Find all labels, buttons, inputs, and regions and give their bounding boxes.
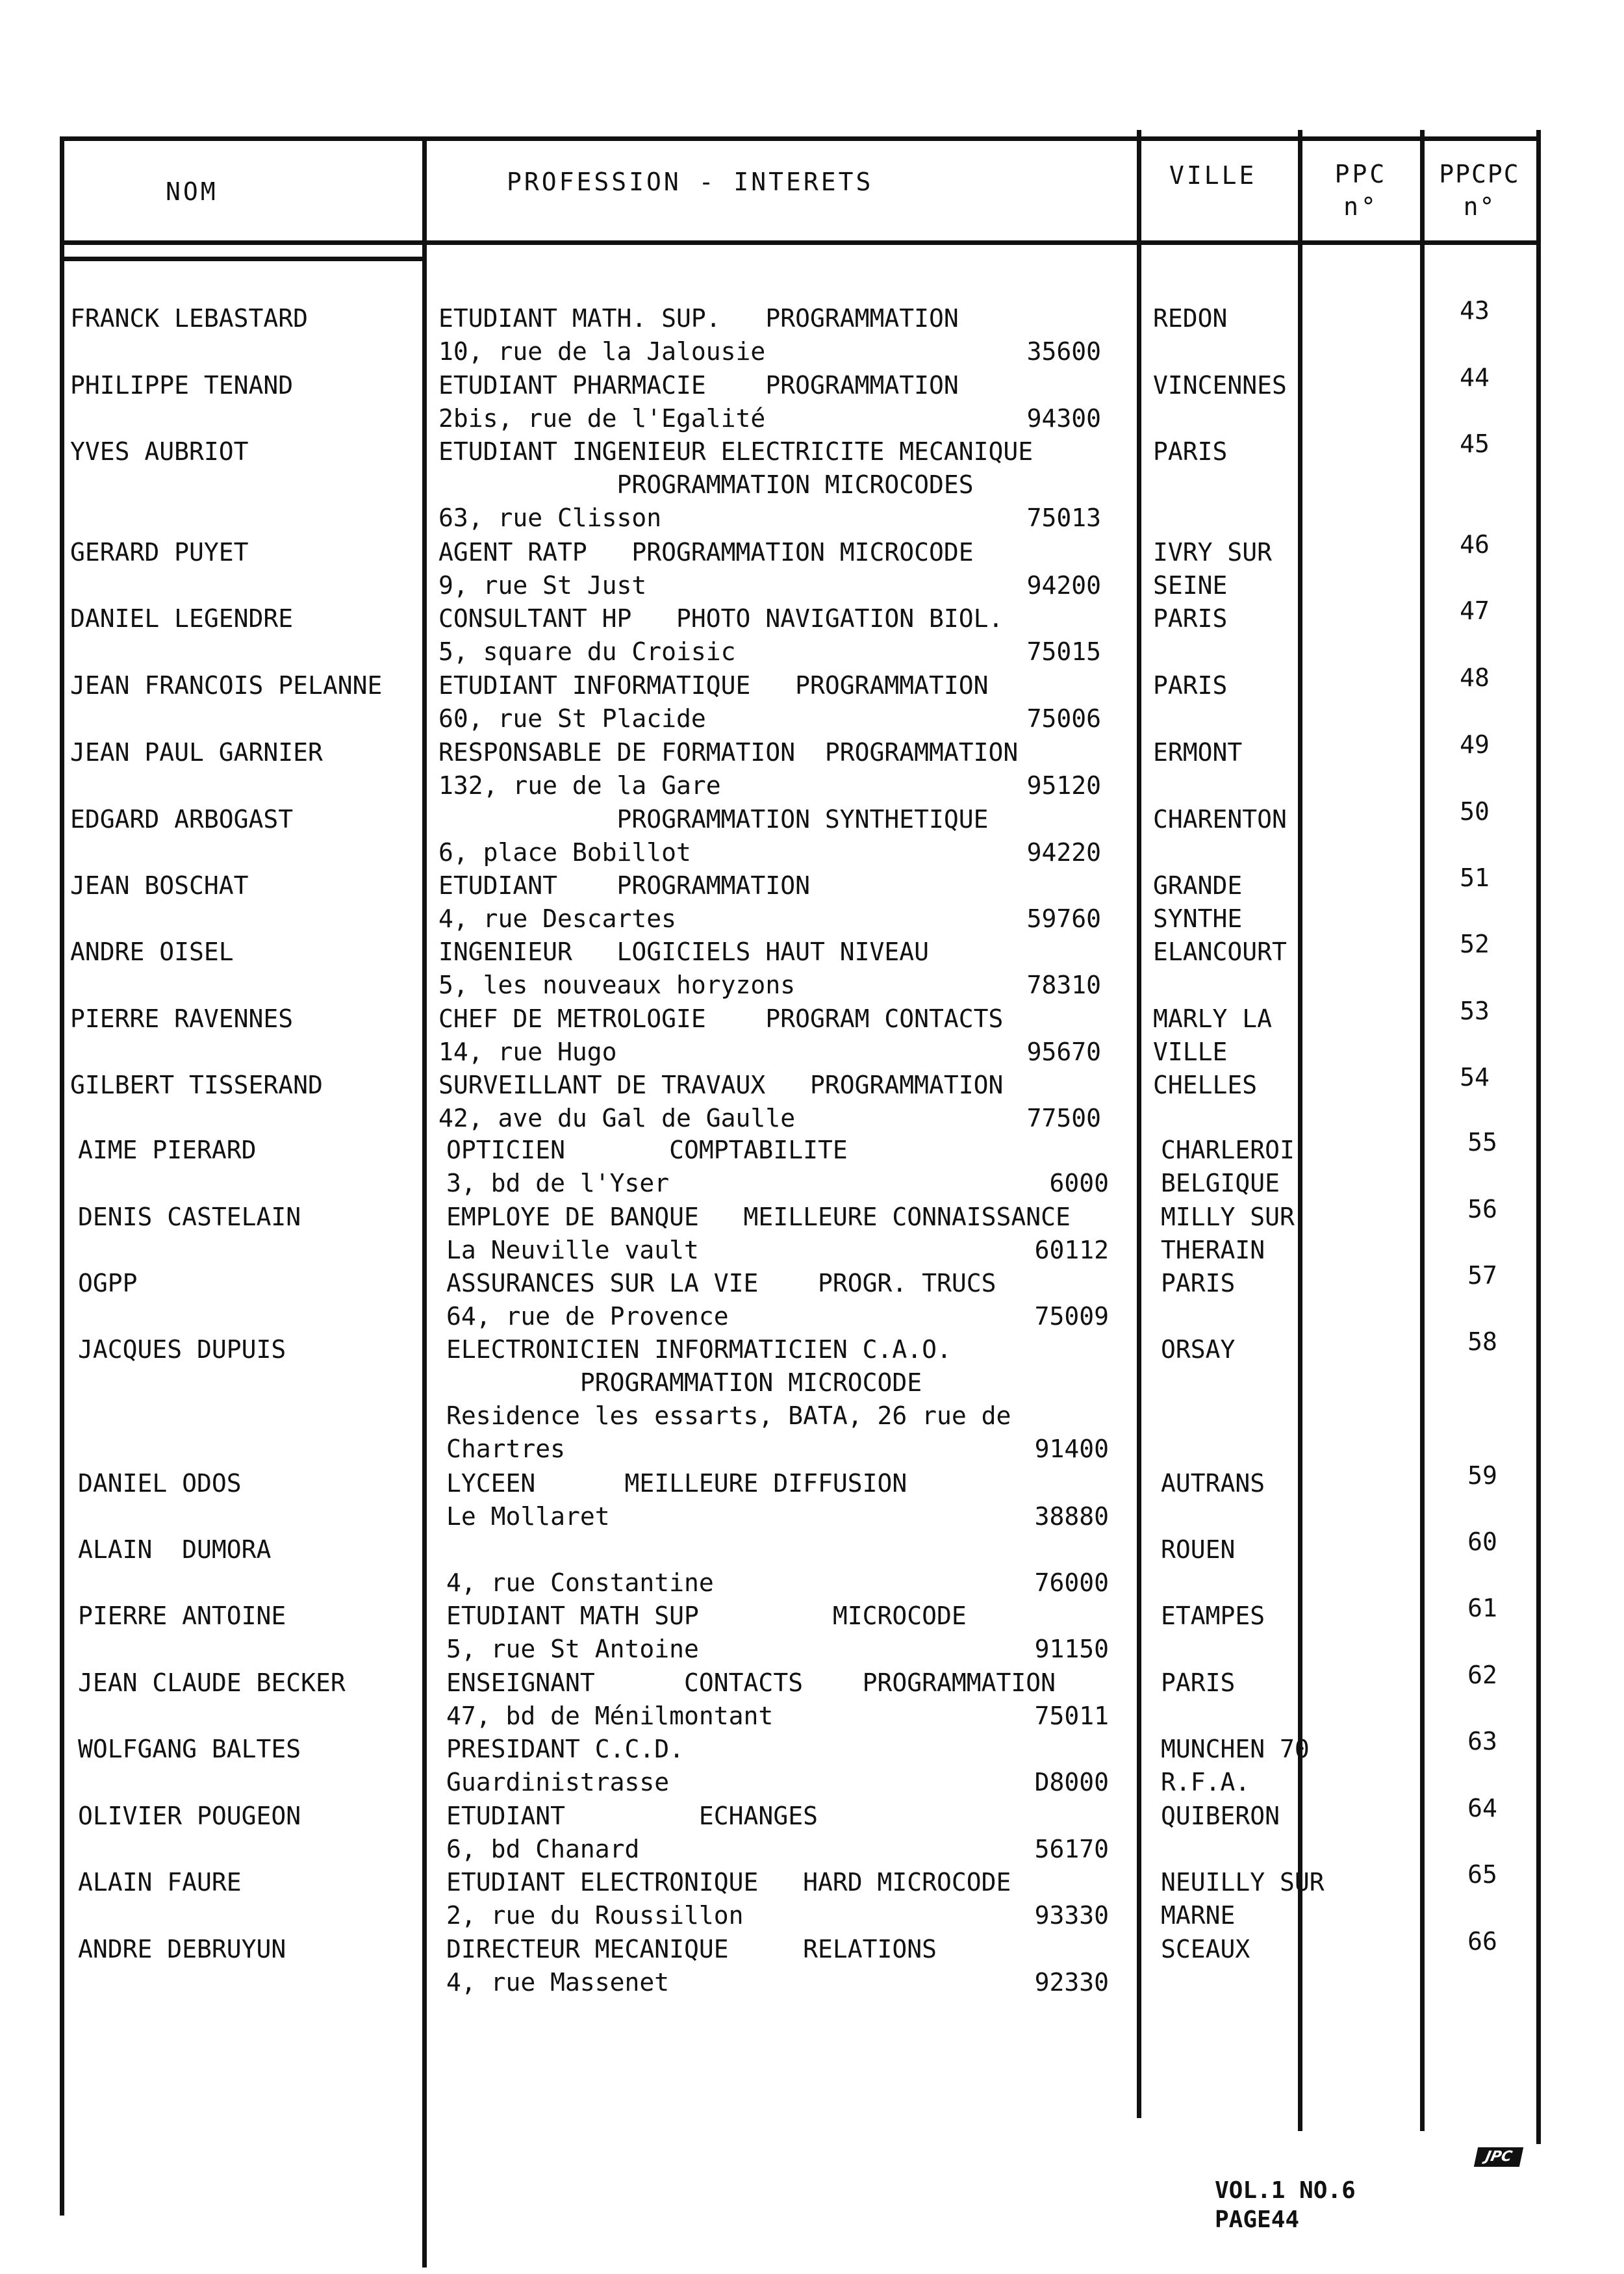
member-city xyxy=(1153,435,1315,468)
member-name: JEAN PAUL GARNIER xyxy=(70,738,323,767)
postal-code: 91150 xyxy=(1034,1635,1109,1663)
member-address xyxy=(446,1234,1135,1267)
ppcpc-number: 53 xyxy=(1460,997,1490,1025)
ppcpc-number: 52 xyxy=(1460,930,1490,958)
city-line: R.F.A. xyxy=(1161,1768,1250,1796)
member-address xyxy=(446,1766,1135,1799)
ppcpc-number: 65 xyxy=(1467,1860,1497,1889)
ppcpc-number: 43 xyxy=(1460,296,1490,325)
member-address xyxy=(446,1633,1135,1666)
profession-line: PROGRAMMATION MICROCODES xyxy=(438,470,974,499)
member-name: DANIEL LEGENDRE xyxy=(70,604,294,633)
city-line: NEUILLY SUR xyxy=(1161,1868,1325,1897)
member-profession xyxy=(446,1600,1135,1666)
ppcpc-number: 56 xyxy=(1467,1195,1497,1223)
ppcpc-number: 55 xyxy=(1467,1128,1497,1156)
header-bottom-border xyxy=(60,240,1541,245)
street-address: 14, rue Hugo xyxy=(438,1038,617,1066)
member-profession xyxy=(438,1069,1127,1135)
profession-line: CHEF DE METROLOGIE PROGRAM CONTACTS xyxy=(438,1004,1004,1033)
profession-line xyxy=(446,1533,1135,1566)
city-line: PARIS xyxy=(1161,1668,1236,1697)
member-profession xyxy=(446,1533,1135,1600)
member-name: PIERRE ANTOINE xyxy=(78,1602,286,1630)
member-profession xyxy=(446,1134,1135,1200)
city-line: ETAMPES xyxy=(1161,1602,1265,1630)
header-ppc-label: PPC xyxy=(1334,160,1388,188)
city-line: MUNCHEN 70 xyxy=(1161,1735,1310,1763)
city-line: IVRY SUR xyxy=(1153,538,1273,567)
member-profession xyxy=(438,1003,1127,1069)
city-line: QUIBERON xyxy=(1161,1802,1280,1830)
postal-code: 59760 xyxy=(1026,904,1101,933)
postal-code: 91400 xyxy=(1034,1435,1109,1463)
postal-code: 75013 xyxy=(1026,504,1101,532)
member-name: GILBERT TISSERAND xyxy=(70,1071,323,1099)
city-line: PARIS xyxy=(1153,437,1228,466)
member-profession xyxy=(446,1667,1135,1733)
member-city xyxy=(1153,602,1315,635)
member-profession xyxy=(438,803,1127,869)
city-line: ELANCOURT xyxy=(1153,938,1287,966)
member-address xyxy=(438,1102,1127,1135)
street-address: 6, bd Chanard xyxy=(446,1835,640,1863)
ppcpc-number: 63 xyxy=(1467,1727,1497,1756)
member-address xyxy=(438,335,1127,368)
profession-line: ETUDIANT INFORMATIQUE PROGRAMMATION xyxy=(438,671,989,700)
city-line: ROUEN xyxy=(1161,1535,1236,1564)
profession-line: ENSEIGNANT CONTACTS PROGRAMMATION xyxy=(446,1668,1056,1697)
member-address xyxy=(438,402,1127,435)
profession-line: ETUDIANT MATH. SUP. PROGRAMMATION xyxy=(438,304,959,333)
member-name: ALAIN DUMORA xyxy=(78,1535,272,1564)
header-ville: VILLE xyxy=(1169,161,1257,190)
member-profession xyxy=(446,1333,1135,1466)
member-city xyxy=(1161,1933,1323,1966)
member-address xyxy=(446,1433,1135,1466)
member-city xyxy=(1161,1467,1323,1500)
ppcpc-number: 45 xyxy=(1460,429,1490,458)
header-ppcpc xyxy=(1423,158,1536,223)
ppcpc-number: 54 xyxy=(1460,1063,1490,1092)
member-name: EDGARD ARBOGAST xyxy=(70,805,294,834)
member-city xyxy=(1161,1733,1323,1799)
city-line: THERAIN xyxy=(1161,1236,1265,1264)
header-nom: NOM xyxy=(166,177,218,206)
member-address xyxy=(438,769,1127,802)
street-address: Le Mollaret xyxy=(446,1502,610,1531)
profession-line: PROGRAMMATION MICROCODE xyxy=(446,1368,922,1397)
postal-code: 75015 xyxy=(1026,637,1101,666)
member-profession xyxy=(438,869,1127,936)
member-name: OLIVIER POUGEON xyxy=(78,1802,301,1830)
member-address xyxy=(438,902,1127,936)
street-address: 6, place Bobillot xyxy=(438,838,691,867)
street-address: 60, rue St Placide xyxy=(438,704,706,733)
city-line: SEINE xyxy=(1153,571,1228,600)
city-line: ERMONT xyxy=(1153,738,1243,767)
profession-line: DIRECTEUR MECANIQUE RELATIONS xyxy=(446,1935,937,1963)
street-address: 2bis, rue de l'Egalité xyxy=(438,404,766,433)
member-name: OGPP xyxy=(78,1269,138,1297)
member-city xyxy=(1153,736,1315,769)
member-address xyxy=(446,1966,1135,1999)
member-name: PIERRE RAVENNES xyxy=(70,1004,294,1033)
street-address: Guardinistrasse xyxy=(446,1768,670,1796)
member-address xyxy=(438,702,1127,735)
member-address xyxy=(446,1899,1135,1932)
street-address: 3, bd de l'Yser xyxy=(446,1169,670,1197)
postal-code: 94220 xyxy=(1026,838,1101,867)
member-city xyxy=(1161,1667,1323,1700)
ppcpc-number: 66 xyxy=(1467,1927,1497,1956)
member-city xyxy=(1161,1333,1323,1366)
header-ppc xyxy=(1302,158,1419,223)
member-name: DENIS CASTELAIN xyxy=(78,1203,301,1231)
member-city xyxy=(1161,1533,1323,1566)
member-profession xyxy=(446,1800,1135,1866)
header-ppc-number: n° xyxy=(1343,192,1378,221)
street-address: 9, rue St Just xyxy=(438,571,647,600)
street-address: 4, rue Massenet xyxy=(446,1968,670,1997)
member-name: GERARD PUYET xyxy=(70,538,249,567)
postal-code: 6000 xyxy=(1049,1169,1109,1197)
city-line: MARLY LA xyxy=(1153,1004,1273,1033)
member-city xyxy=(1153,369,1315,402)
ppcpc-number: 48 xyxy=(1460,663,1490,692)
street-address: 5, les nouveaux horyzons xyxy=(438,971,796,999)
member-city xyxy=(1161,1267,1323,1300)
member-city xyxy=(1153,302,1315,335)
member-name: PHILIPPE TENAND xyxy=(70,371,294,400)
member-name: JACQUES DUPUIS xyxy=(78,1335,286,1364)
street-address: 42, ave du Gal de Gaulle xyxy=(438,1104,796,1132)
profession-line: Residence les essarts, BATA, 26 rue de xyxy=(446,1401,1011,1430)
profession-line: ELECTRONICIEN INFORMATICIEN C.A.O. xyxy=(446,1335,952,1364)
postal-code: 95120 xyxy=(1026,771,1101,800)
city-line: SCEAUX xyxy=(1161,1935,1250,1963)
postal-code: 94200 xyxy=(1026,571,1101,600)
postal-code: 75006 xyxy=(1026,704,1101,733)
member-profession xyxy=(438,669,1127,735)
city-line: VINCENNES xyxy=(1153,371,1287,400)
postal-code: 92330 xyxy=(1034,1968,1109,1997)
ppcpc-number: 60 xyxy=(1467,1527,1497,1556)
member-city xyxy=(1153,669,1315,702)
member-address xyxy=(438,502,1127,535)
postal-code: 35600 xyxy=(1026,337,1101,366)
postal-code: 94300 xyxy=(1026,404,1101,433)
column-divider-ppc-ppcpc xyxy=(1420,130,1425,2131)
column-divider-left xyxy=(60,136,64,2216)
street-address: 2, rue du Roussillon xyxy=(446,1901,744,1930)
ppcpc-number: 59 xyxy=(1467,1461,1497,1490)
member-profession xyxy=(438,936,1127,1002)
member-name: WOLFGANG BALTES xyxy=(78,1735,301,1763)
profession-line: PRESIDANT C.C.D. xyxy=(446,1735,685,1763)
member-address xyxy=(446,1833,1135,1866)
member-profession xyxy=(438,369,1127,435)
profession-line: ETUDIANT PROGRAMMATION xyxy=(438,871,810,900)
city-line: VILLE xyxy=(1153,1038,1228,1066)
header-ppcpc-number: n° xyxy=(1463,192,1496,221)
profession-line: LYCEEN MEILLEURE DIFFUSION xyxy=(446,1469,907,1498)
ppcpc-number: 57 xyxy=(1467,1261,1497,1290)
street-address: 10, rue de la Jalousie xyxy=(438,337,766,366)
city-line: PARIS xyxy=(1153,671,1228,700)
profession-line: ETUDIANT ELECTRONIQUE HARD MICROCODE xyxy=(446,1868,1011,1897)
city-line: SYNTHE xyxy=(1153,904,1243,933)
profession-line: SURVEILLANT DE TRAVAUX PROGRAMMATION xyxy=(438,1071,1004,1099)
profession-line: ETUDIANT INGENIEUR ELECTRICITE MECANIQUE xyxy=(438,437,1034,466)
street-address: 5, square du Croisic xyxy=(438,637,736,666)
jpc-logo: JPC xyxy=(1474,2147,1523,2167)
ppcpc-number: 64 xyxy=(1467,1794,1497,1822)
street-address: 63, rue Clisson xyxy=(438,504,662,532)
postal-code: 75011 xyxy=(1034,1702,1109,1730)
member-city xyxy=(1153,1069,1315,1102)
city-line: MARNE xyxy=(1161,1901,1236,1930)
member-city xyxy=(1161,1201,1323,1267)
table-top-border xyxy=(60,136,1541,141)
postal-code: 76000 xyxy=(1034,1568,1109,1597)
member-name: ANDRE DEBRUYUN xyxy=(78,1935,286,1963)
page-number: PAGE44 xyxy=(1215,2206,1300,2233)
member-profession xyxy=(446,1267,1135,1333)
ppcpc-number: 49 xyxy=(1460,730,1490,759)
profession-line: INGENIEUR LOGICIELS HAUT NIVEAU xyxy=(438,938,929,966)
profession-line: ASSURANCES SUR LA VIE PROGR. TRUCS xyxy=(446,1269,996,1297)
postal-code: 93330 xyxy=(1034,1901,1109,1930)
member-profession xyxy=(446,1733,1135,1799)
postal-code: 95670 xyxy=(1026,1038,1101,1066)
postal-code: 78310 xyxy=(1026,971,1101,999)
street-address: 4, rue Constantine xyxy=(446,1568,714,1597)
member-name: ALAIN FAURE xyxy=(78,1868,242,1897)
street-address: 4, rue Descartes xyxy=(438,904,677,933)
profession-line: ETUDIANT MATH SUP MICROCODE xyxy=(446,1602,967,1630)
member-profession xyxy=(446,1201,1135,1267)
member-address xyxy=(438,635,1127,669)
member-city xyxy=(1161,1800,1323,1833)
city-line: CHARLEROI xyxy=(1161,1136,1295,1164)
member-profession xyxy=(446,1933,1135,1999)
member-city xyxy=(1161,1866,1323,1932)
member-address xyxy=(446,1300,1135,1333)
postal-code: 38880 xyxy=(1034,1502,1109,1531)
member-city xyxy=(1153,803,1315,836)
city-line: PARIS xyxy=(1161,1269,1236,1297)
member-name: YVES AUBRIOT xyxy=(70,437,249,466)
postal-code: 77500 xyxy=(1026,1104,1101,1132)
ppcpc-number: 44 xyxy=(1460,363,1490,392)
city-line: CHARENTON xyxy=(1153,805,1287,834)
member-address xyxy=(438,569,1127,602)
postal-code: D8000 xyxy=(1034,1768,1109,1796)
member-profession xyxy=(438,302,1127,368)
profession-line: PROGRAMMATION SYNTHETIQUE xyxy=(438,805,989,834)
city-line: GRANDE xyxy=(1153,871,1243,900)
member-profession xyxy=(438,435,1127,535)
postal-code: 60112 xyxy=(1034,1236,1109,1264)
street-address: 64, rue de Provence xyxy=(446,1302,729,1331)
city-line: MILLY SUR xyxy=(1161,1203,1295,1231)
header-second-border xyxy=(60,257,424,261)
member-address xyxy=(438,836,1127,869)
member-name: AIME PIERARD xyxy=(78,1136,257,1164)
member-name: JEAN FRANCOIS PELANNE xyxy=(70,671,383,700)
member-profession xyxy=(446,1467,1135,1533)
member-name: JEAN CLAUDE BECKER xyxy=(78,1668,346,1697)
member-name: DANIEL ODOS xyxy=(78,1469,242,1498)
postal-code: 75009 xyxy=(1034,1302,1109,1331)
member-address xyxy=(446,1167,1135,1200)
member-city xyxy=(1153,1003,1315,1069)
profession-line: EMPLOYE DE BANQUE MEILLEURE CONNAISSANCE xyxy=(446,1203,1071,1231)
member-profession xyxy=(438,602,1127,669)
member-city xyxy=(1153,869,1315,936)
volume-number: VOL.1 NO.6 xyxy=(1215,2177,1356,2204)
member-city xyxy=(1161,1600,1323,1633)
ppcpc-number: 47 xyxy=(1460,596,1490,625)
street-address: La Neuville vault xyxy=(446,1236,699,1264)
ppcpc-number: 62 xyxy=(1467,1661,1497,1689)
column-divider-profession-ville xyxy=(1137,130,1141,2118)
ppcpc-number: 51 xyxy=(1460,863,1490,892)
member-address xyxy=(446,1566,1135,1600)
member-city xyxy=(1161,1134,1323,1200)
member-city xyxy=(1153,536,1315,602)
street-address: Chartres xyxy=(446,1435,566,1463)
column-divider-right xyxy=(1536,130,1541,2144)
city-line: ORSAY xyxy=(1161,1335,1236,1364)
member-name: JEAN BOSCHAT xyxy=(70,871,249,900)
city-line: PARIS xyxy=(1153,604,1228,633)
ppcpc-number: 58 xyxy=(1467,1327,1497,1356)
member-address xyxy=(446,1500,1135,1533)
profession-line: OPTICIEN COMPTABILITE xyxy=(446,1136,848,1164)
profession-line: ETUDIANT ECHANGES xyxy=(446,1802,818,1830)
member-address xyxy=(438,1036,1127,1069)
city-line: CHELLES xyxy=(1153,1071,1258,1099)
header-ppcpc-label: PPCPC xyxy=(1439,160,1520,188)
ppcpc-number: 50 xyxy=(1460,797,1490,826)
member-address xyxy=(446,1700,1135,1733)
member-profession xyxy=(446,1866,1135,1932)
member-city xyxy=(1153,936,1315,969)
profession-line: RESPONSABLE DE FORMATION PROGRAMMATION xyxy=(438,738,1019,767)
street-address: 132, rue de la Gare xyxy=(438,771,721,800)
street-address: 5, rue St Antoine xyxy=(446,1635,699,1663)
city-line: AUTRANS xyxy=(1161,1469,1265,1498)
member-name: FRANCK LEBASTARD xyxy=(70,304,309,333)
member-name: ANDRE OISEL xyxy=(70,938,234,966)
street-address: 47, bd de Ménilmontant xyxy=(446,1702,774,1730)
ppcpc-number: 61 xyxy=(1467,1594,1497,1622)
profession-line: CONSULTANT HP PHOTO NAVIGATION BIOL. xyxy=(438,604,1004,633)
profession-line: ETUDIANT PHARMACIE PROGRAMMATION xyxy=(438,371,959,400)
profession-line: AGENT RATP PROGRAMMATION MICROCODE xyxy=(438,538,974,567)
city-line: BELGIQUE xyxy=(1161,1169,1280,1197)
header-profession: PROFESSION - INTERETS xyxy=(507,168,874,196)
city-line: REDON xyxy=(1153,304,1228,333)
postal-code: 56170 xyxy=(1034,1835,1109,1863)
ppcpc-number: 46 xyxy=(1460,530,1490,559)
member-profession xyxy=(438,736,1127,802)
member-address xyxy=(438,969,1127,1002)
member-profession xyxy=(438,536,1127,602)
